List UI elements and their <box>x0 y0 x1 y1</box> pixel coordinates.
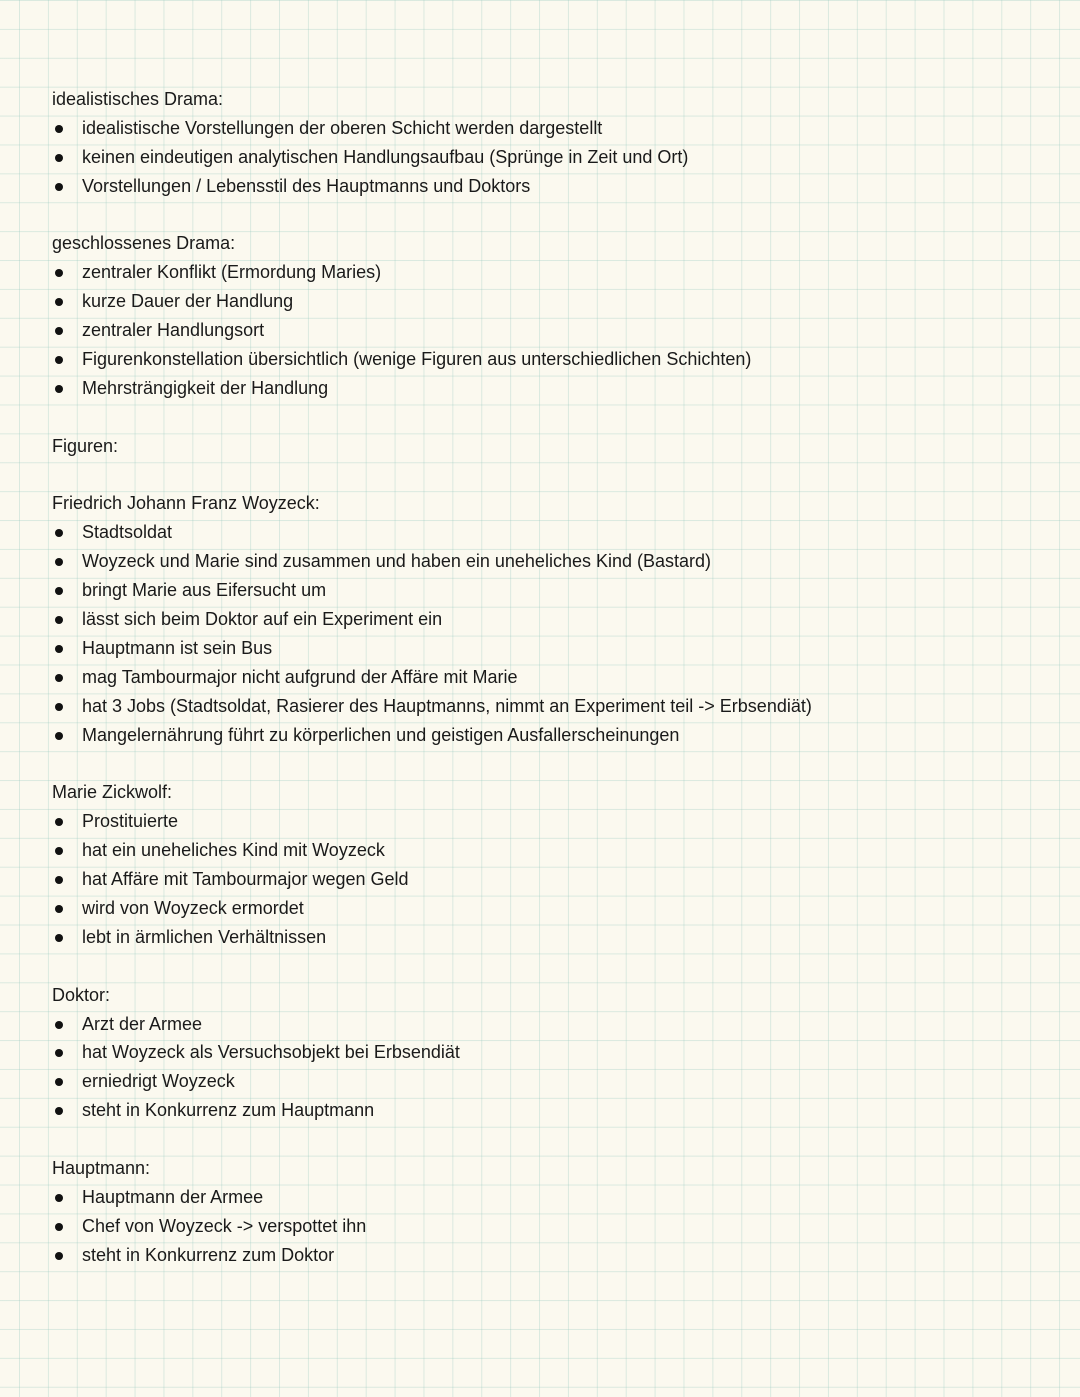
bullet-icon <box>55 1252 63 1260</box>
list-item <box>52 1010 1042 1039</box>
bullet-icon <box>55 269 63 277</box>
note-content <box>52 85 1042 1298</box>
section-marie <box>52 778 1042 951</box>
list-item <box>52 1212 1042 1241</box>
list-item-text: Figurenkonstellation übersichtlich (wenige Figuren aus unterschiedlichen Schichten) <box>82 349 752 370</box>
list-item-text: erniedrigt Woyzeck <box>82 1071 235 1092</box>
list-item <box>52 547 1042 576</box>
section-idealistisches-drama <box>52 85 1042 201</box>
section-heading: Hauptmann: <box>52 1157 151 1178</box>
list-item-text: Mangelernährung führt zu körperlichen und geistigen Ausfallerscheinungen <box>82 724 680 745</box>
bullet-icon <box>55 327 63 335</box>
list-item-text: idealistische Vorstellungen der oberen Schicht werden dargestellt <box>82 117 603 138</box>
section-heading: geschlossenes Drama: <box>52 233 236 254</box>
bullet-list <box>52 518 1042 749</box>
bullet-list <box>52 258 1042 402</box>
list-item <box>52 258 1042 287</box>
list-item-text: Prostituierte <box>82 811 179 832</box>
bullet-list <box>52 114 1042 201</box>
list-item <box>52 692 1042 721</box>
bullet-list <box>52 1010 1042 1126</box>
bullet-icon <box>55 703 63 711</box>
list-item-text: zentraler Handlungsort <box>82 320 265 341</box>
bullet-icon <box>55 587 63 595</box>
list-item <box>52 345 1042 374</box>
list-item <box>52 634 1042 663</box>
bullet-icon <box>55 154 63 162</box>
list-item-text: steht in Konkurrenz zum Hauptmann <box>82 1100 375 1121</box>
list-item <box>52 143 1042 172</box>
list-item <box>52 605 1042 634</box>
bullet-icon <box>55 356 63 364</box>
bullet-icon <box>55 1049 63 1057</box>
list-item-text: Hauptmann der Armee <box>82 1186 264 1207</box>
section-heading: idealistisches Drama: <box>52 89 224 109</box>
bullet-icon <box>55 385 63 393</box>
bullet-icon <box>55 125 63 133</box>
list-item <box>52 836 1042 865</box>
bullet-icon <box>55 732 63 740</box>
bullet-icon <box>55 847 63 855</box>
list-item-text: Woyzeck und Marie sind zusammen und haben ein uneheliches Kind (Bastard) <box>82 551 712 572</box>
bullet-icon <box>55 934 63 942</box>
list-item-text: keinen eindeutigen analytischen Handlungsaufbau (Sprünge in Zeit und Ort) <box>82 146 689 167</box>
list-item <box>52 1241 1042 1270</box>
list-item-text: Stadtsoldat <box>82 522 173 543</box>
bullet-icon <box>55 645 63 653</box>
list-item <box>52 316 1042 345</box>
list-item-text: hat Affäre mit Tambourmajor wegen Geld <box>82 869 409 890</box>
list-item-text: Vorstellungen / Lebensstil des Hauptmanns und Doktors <box>82 175 531 196</box>
bullet-icon <box>55 876 63 884</box>
list-item-text: steht in Konkurrenz zum Doktor <box>82 1244 335 1265</box>
bullet-icon <box>55 616 63 624</box>
list-item-text: Arzt der Armee <box>82 1013 203 1034</box>
section-heading: Figuren: <box>52 435 119 456</box>
list-item-text: hat ein uneheliches Kind mit Woyzeck <box>82 840 385 861</box>
list-item <box>52 518 1042 547</box>
bullet-icon <box>55 183 63 191</box>
bullet-icon <box>55 1107 63 1115</box>
list-item <box>52 172 1042 201</box>
list-item <box>52 923 1042 952</box>
section-hauptmann <box>52 1154 1042 1270</box>
list-item <box>52 1096 1042 1125</box>
list-item <box>52 287 1042 316</box>
list-item <box>52 576 1042 605</box>
list-item <box>52 721 1042 750</box>
list-item-text: wird von Woyzeck ermordet <box>82 897 304 918</box>
list-item <box>52 807 1042 836</box>
list-item-text: zentraler Konflikt (Ermordung Maries) <box>82 262 382 283</box>
bullet-icon <box>55 298 63 306</box>
section-heading: Doktor: <box>52 984 111 1005</box>
bullet-icon <box>55 905 63 913</box>
list-item-text: Hauptmann ist sein Bus <box>82 637 273 658</box>
section-geschlossenes-drama <box>52 229 1042 402</box>
list-item-text: Chef von Woyzeck -> verspottet ihn <box>82 1215 367 1236</box>
list-item-text: hat Woyzeck als Versuchsobjekt bei Erbsendiät <box>82 1042 460 1063</box>
section-heading: Friedrich Johann Franz Woyzeck: <box>52 493 320 514</box>
list-item-text: hat 3 Jobs (Stadtsoldat, Rasierer des Hauptmanns, nimmt an Experiment teil -> Erbsendiät) <box>82 695 812 716</box>
list-item <box>52 1067 1042 1096</box>
bullet-icon <box>55 1223 63 1231</box>
list-item-text: bringt Marie aus Eifersucht um <box>82 580 327 601</box>
list-item <box>52 894 1042 923</box>
list-item <box>52 663 1042 692</box>
bullet-list <box>52 1183 1042 1270</box>
bullet-icon <box>55 1078 63 1086</box>
list-item <box>52 1183 1042 1212</box>
section-doktor <box>52 981 1042 1125</box>
bullet-icon <box>55 1021 63 1029</box>
bullet-icon <box>55 674 63 682</box>
list-item-text: Mehrsträngigkeit der Handlung <box>82 377 329 398</box>
list-item-text: mag Tambourmajor nicht aufgrund der Affäre mit Marie <box>82 666 518 687</box>
list-item-text: kurze Dauer der Handlung <box>82 291 294 312</box>
list-item-text: lässt sich beim Doktor auf ein Experiment ein <box>82 609 443 630</box>
list-item <box>52 374 1042 403</box>
bullet-icon <box>55 1194 63 1202</box>
bullet-icon <box>55 558 63 566</box>
list-item <box>52 114 1042 143</box>
section-heading: Marie Zickwolf: <box>52 782 173 803</box>
bullet-icon <box>55 529 63 537</box>
list-item-text: lebt in ärmlichen Verhältnissen <box>82 926 327 947</box>
section-figuren <box>52 432 1042 461</box>
bullet-list <box>52 807 1042 951</box>
list-item <box>52 1038 1042 1067</box>
bullet-icon <box>55 818 63 826</box>
section-woyzeck <box>52 489 1042 749</box>
list-item <box>52 865 1042 894</box>
